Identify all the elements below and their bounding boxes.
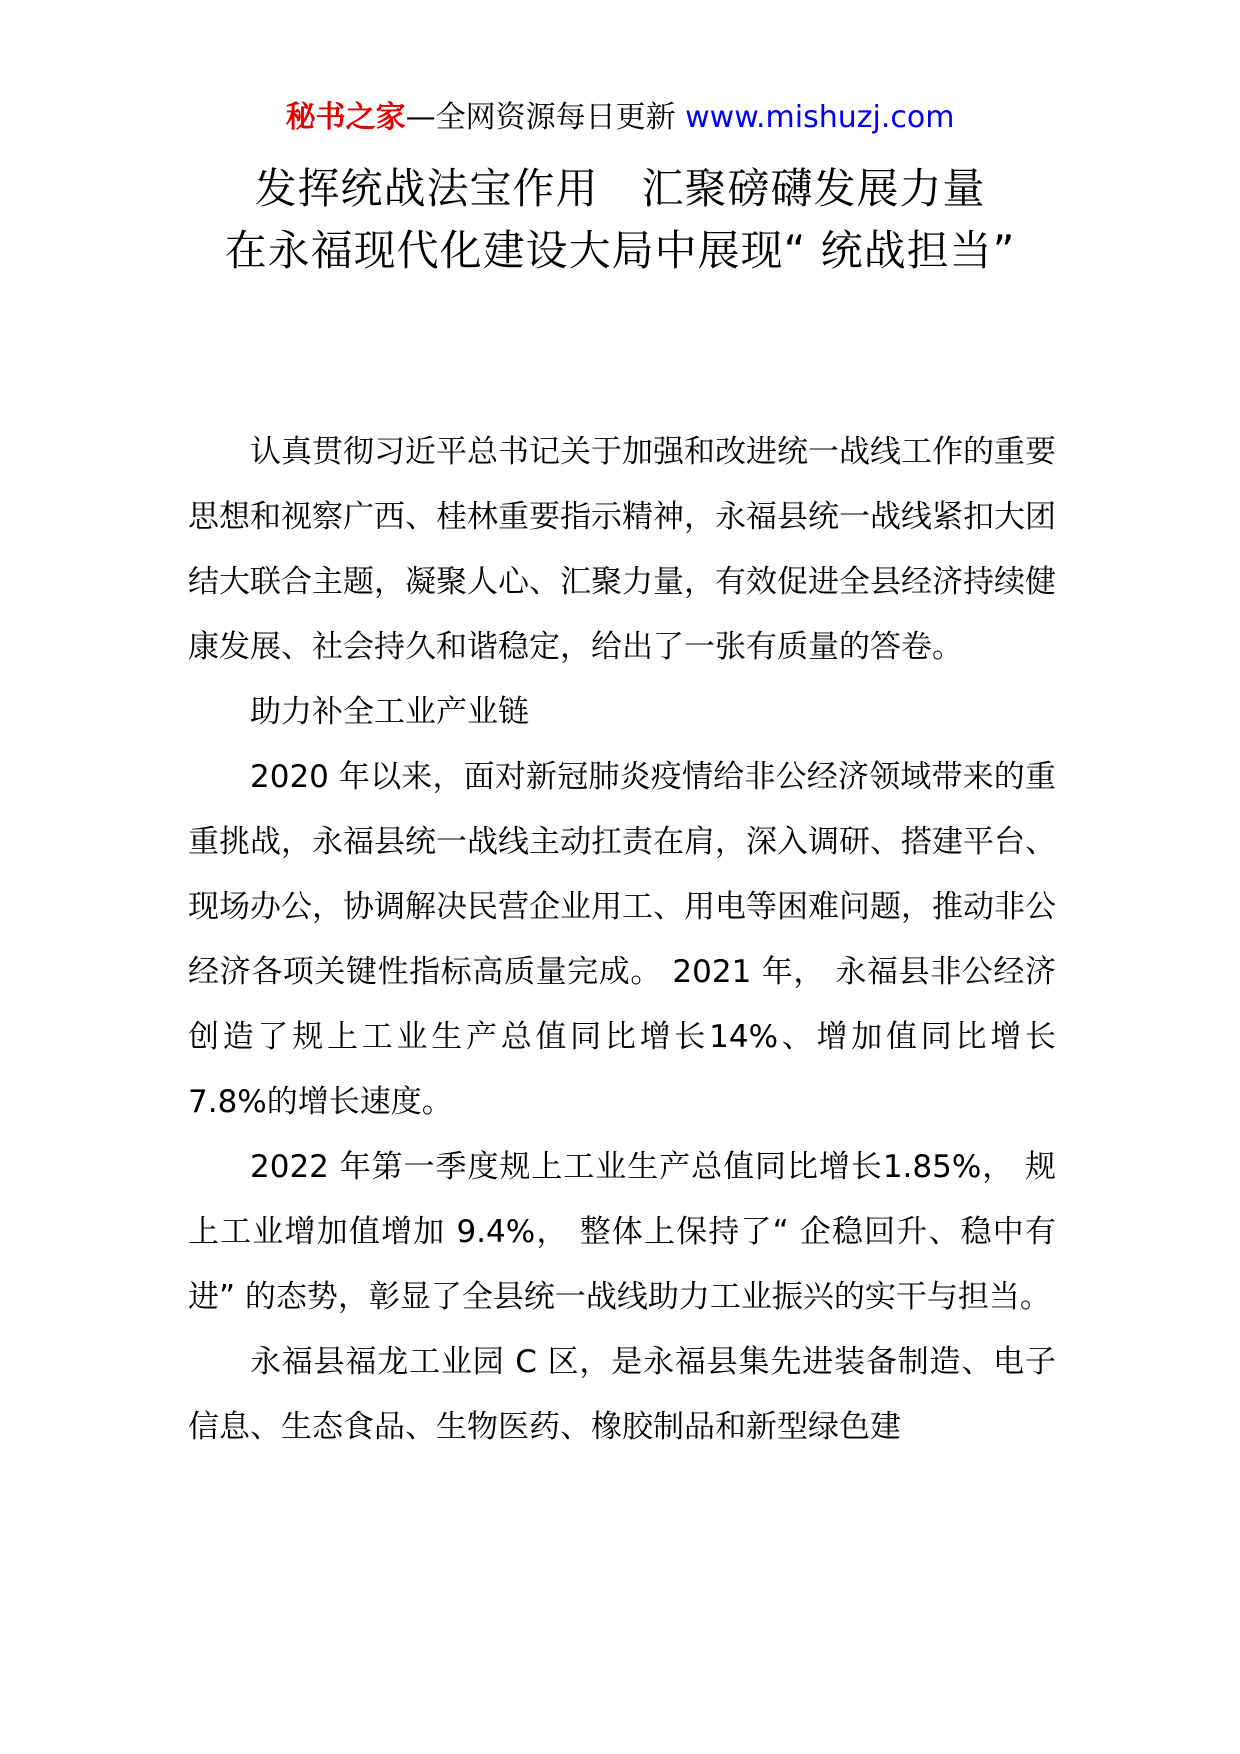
site-header	[0, 98, 1240, 138]
document-title	[150, 158, 1090, 282]
title-line-2: 在永福现代化建设大局中展现“ 统战担当”	[224, 226, 1016, 275]
site-url[interactable]: www.mishuzj.com	[685, 100, 955, 135]
paragraph-industrial-park: 永福县福龙工业园 C 区，是永福县集先进装备制造、电子信息、生态食品、生物医药、橡胶制品和新型绿色建	[188, 1344, 1056, 1445]
paragraph-intro: 认真贯彻习近平总书记关于加强和改进统一战线工作的重要思想和视察广西、桂林重要指示精神，永福县统一战线紧扣大团结大联合主题，凝聚人心、汇聚力量，有效促进全县经济持续健康发展、社会持久和谐稳定，给出了一张有质量的答卷。	[188, 434, 1056, 665]
section-heading: 助力补全工业产业链	[250, 694, 529, 730]
brand-name: 秘书之家	[285, 100, 406, 135]
header-tagline: —全网资源每日更新	[405, 100, 686, 135]
paragraph-2022: 2022 年第一季度规上工业生产总值同比增长1.85%， 规上工业增加值增加 9.4%， 整体上保持了“ 企稳回升、稳中有进” 的态势，彰显了全县统一战线助力工业振兴的实干与担当。	[188, 1149, 1056, 1315]
document-body	[188, 420, 1056, 1460]
title-line-1: 发挥统战法宝作用 汇聚磅礴发展力量	[254, 164, 986, 213]
paragraph-2020: 2020 年以来，面对新冠肺炎疫情给非公经济领域带来的重重挑战，永福县统一战线主动扛责在肩，深入调研、搭建平台、现场办公，协调解决民营企业用工、用电等困难问题，推动非公经济各项关键性指标高质量完成。 2021 年， 永福县非公经济创造了规上工业生产总值同比增长14%、增加值同比增长 7.8%的增长速度。	[188, 759, 1056, 1120]
